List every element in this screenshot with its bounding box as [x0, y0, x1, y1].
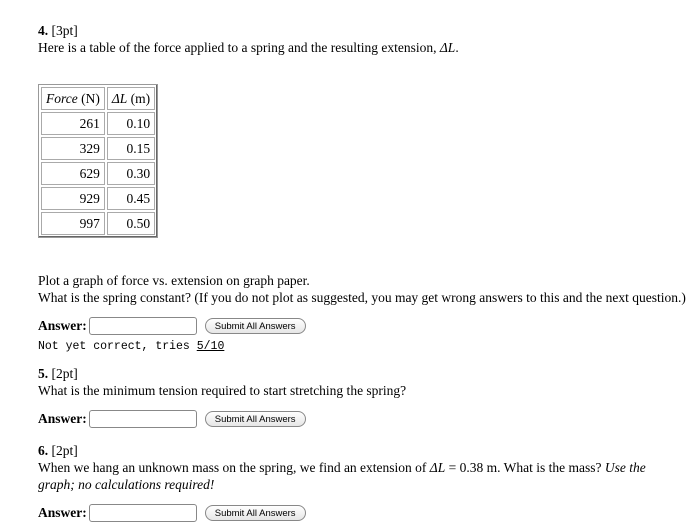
header-italic: Force [46, 90, 78, 106]
answer-input-q4[interactable] [89, 317, 197, 335]
table-row [41, 162, 155, 185]
table-header-row [41, 87, 155, 110]
table-row [41, 187, 155, 210]
submit-all-answers-button[interactable]: Submit All Answers [205, 505, 306, 521]
table-row [41, 112, 155, 135]
question-5-text: What is the minimum tension required to start stretching the spring? [38, 383, 407, 398]
delta-l-symbol: ΔL [429, 460, 446, 475]
submit-all-answers-button[interactable]: Submit All Answers [205, 318, 306, 334]
instruction-spring-constant: What is the spring constant? (If you do not plot as suggested, you may get wrong answers to this and the next question.) [38, 290, 686, 305]
answer-input-q5[interactable] [89, 410, 197, 428]
answer-row-q5 [38, 410, 306, 428]
question-number: 4. [38, 23, 49, 38]
instruction-plot: Plot a graph of force vs. extension on graph paper. [38, 273, 310, 288]
header-unit: (m) [127, 90, 151, 106]
delta-l-symbol: ΔL [439, 40, 456, 55]
force-cell: 629 [41, 162, 105, 185]
question-number: 6. [38, 443, 49, 458]
answer-row-q4 [38, 317, 306, 335]
status-message [38, 338, 224, 355]
header-force [41, 87, 105, 110]
tries-link[interactable]: 5/10 [196, 340, 225, 353]
status-text: Not yet correct, tries [38, 340, 197, 353]
points: [2pt] [51, 366, 78, 381]
text: = 0.38 m. What is the mass? [445, 460, 605, 475]
table-row [41, 212, 155, 235]
extension-cell: 0.15 [107, 137, 155, 160]
extension-cell: 0.30 [107, 162, 155, 185]
points: [2pt] [51, 443, 78, 458]
extension-cell: 0.45 [107, 187, 155, 210]
force-cell: 997 [41, 212, 105, 235]
force-cell: 929 [41, 187, 105, 210]
question-4-header [38, 22, 78, 39]
submit-all-answers-button[interactable]: Submit All Answers [205, 411, 306, 427]
period: . [455, 40, 459, 55]
question-number: 5. [38, 366, 49, 381]
force-extension-table [38, 84, 158, 238]
table-row [41, 137, 155, 160]
force-cell: 261 [41, 112, 105, 135]
answer-label: Answer: [38, 411, 87, 426]
question-4-text [38, 39, 459, 56]
text: Here is a table of the force applied to a spring and the resulting extension, [38, 40, 440, 55]
extension-cell: 0.10 [107, 112, 155, 135]
points: [3pt] [51, 23, 78, 38]
question-5-header [38, 365, 78, 382]
hint-text: Use the [604, 460, 646, 475]
hint-text: graph; no calculations required! [38, 477, 215, 492]
header-italic: ΔL [111, 90, 128, 106]
text: When we hang an unknown mass on the spring, we find an extension of [38, 460, 430, 475]
answer-label: Answer: [38, 505, 87, 520]
extension-cell: 0.50 [107, 212, 155, 235]
question-6-header [38, 442, 78, 459]
answer-label: Answer: [38, 318, 87, 333]
question-6-text [38, 459, 646, 476]
force-cell: 329 [41, 137, 105, 160]
answer-row-q6 [38, 504, 306, 522]
header-unit: (N) [77, 90, 100, 106]
answer-input-q6[interactable] [89, 504, 197, 522]
header-extension [107, 87, 155, 110]
